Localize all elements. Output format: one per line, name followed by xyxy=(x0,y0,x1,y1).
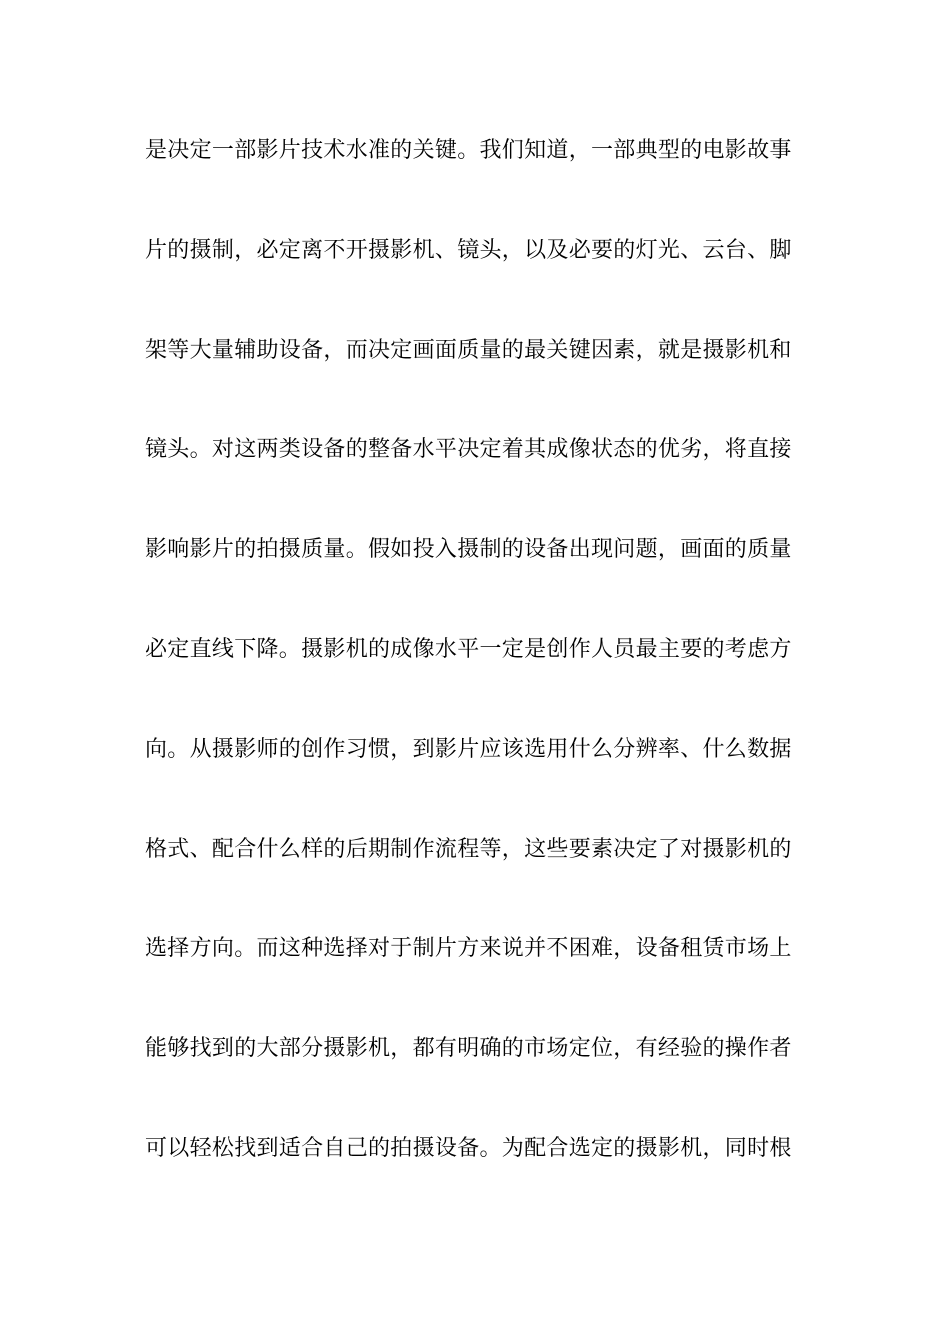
text-line: 是决定一部影片技术水准的关键。我们知道，一部典型的电影故事 xyxy=(145,138,792,163)
text-line: 片的摄制，必定离不开摄影机、镜头，以及必要的灯光、云台、脚 xyxy=(145,237,792,263)
text-line: 选择方向。而这种选择对于制片方来说并不困难，设备租赁市场上 xyxy=(145,936,792,962)
text-line: 格式、配合什么样的后期制作流程等，这些要素决定了对摄影机的 xyxy=(145,836,792,862)
text-line: 影响影片的拍摄质量。假如投入摄制的设备出现问题，画面的质量 xyxy=(145,537,792,563)
text-line: 向。从摄影师的创作习惯，到影片应该选用什么分辨率、什么数据 xyxy=(145,736,792,762)
text-line: 架等大量辅助设备，而决定画面质量的最关键因素，就是摄影机和 xyxy=(145,337,792,363)
text-line: 镜头。对这两类设备的整备水平决定着其成像状态的优劣，将直接 xyxy=(145,437,792,463)
text-line: 能够找到的大部分摄影机，都有明确的市场定位，有经验的操作者 xyxy=(145,1036,792,1062)
text-line: 必定直线下降。摄影机的成像水平一定是创作人员最主要的考虑方 xyxy=(145,636,792,662)
text-line: 可以轻松找到适合自己的拍摄设备。为配合选定的摄影机，同时根 xyxy=(145,1135,792,1161)
body-paragraph xyxy=(145,131,815,1229)
